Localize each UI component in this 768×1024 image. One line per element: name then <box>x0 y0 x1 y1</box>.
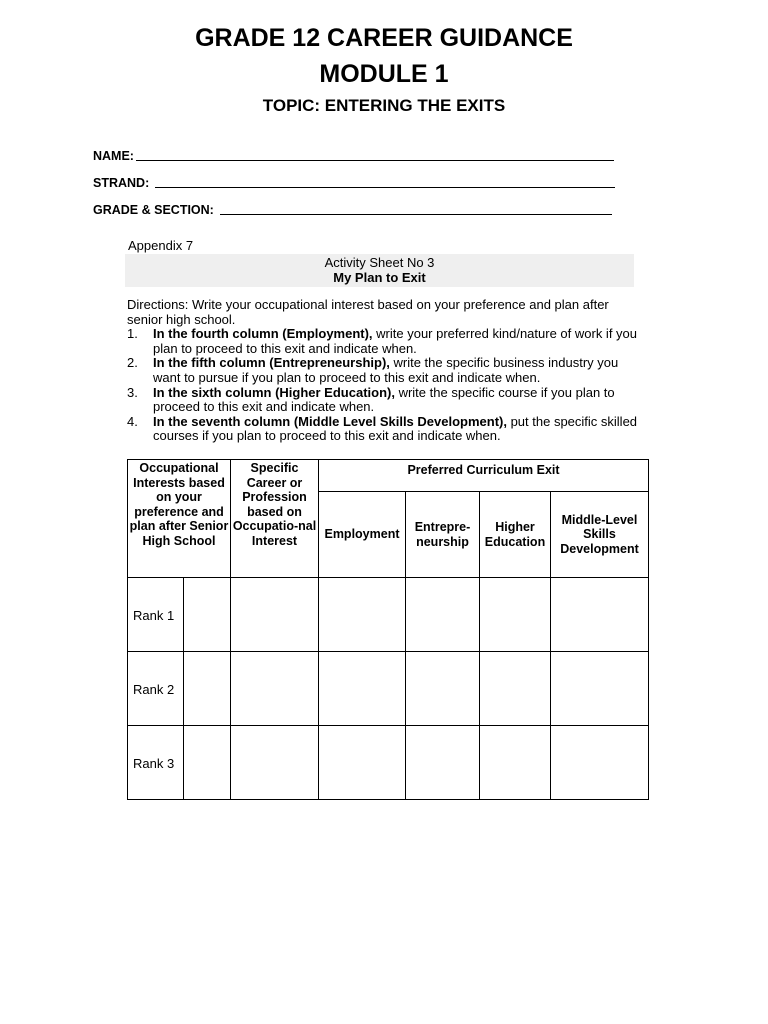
direction-bold: In the sixth column (Higher Education), <box>153 384 395 400</box>
grade-section-label: GRADE & SECTION: <box>93 203 214 217</box>
direction-text: write the specific course if you plan to proceed to this exit and indicate when. <box>153 384 615 415</box>
entrepreneurship-cell[interactable] <box>406 726 480 800</box>
activity-sheet-number: Activity Sheet No 3 <box>324 255 435 270</box>
occupational-interest-cell[interactable] <box>184 652 231 726</box>
header-middle-level-skills: Middle-Level Skills Development <box>551 492 649 578</box>
strand-field[interactable] <box>93 176 615 190</box>
appendix-label: Appendix 7 <box>128 238 194 253</box>
entrepreneurship-cell[interactable] <box>406 652 480 726</box>
higher-education-cell[interactable] <box>480 578 551 652</box>
name-label: NAME: <box>93 149 134 163</box>
directions-list <box>127 327 642 444</box>
specific-career-cell[interactable] <box>231 578 319 652</box>
direction-bold: In the fourth column (Employment), <box>153 326 373 342</box>
module-title: MODULE 1 <box>319 60 449 88</box>
rank-label: Rank 2 <box>128 652 184 726</box>
rank-label: Rank 3 <box>128 726 184 800</box>
strand-label: STRAND: <box>93 176 150 190</box>
header-specific-career: Specific Career or Profession based on Occupatio-nal Interest <box>231 460 319 578</box>
activity-sheet-title: My Plan to Exit <box>333 270 426 285</box>
specific-career-cell[interactable] <box>231 652 319 726</box>
header-employment: Employment <box>319 492 406 578</box>
topic-title: TOPIC: ENTERING THE EXITS <box>262 96 506 115</box>
grade-section-field[interactable] <box>93 203 612 217</box>
direction-text: put the specific skilled courses if you plan to proceed to this exit and indicate when. <box>153 413 638 444</box>
direction-number: 3. <box>127 384 138 400</box>
middle-level-skills-cell[interactable] <box>551 652 649 726</box>
direction-item <box>127 386 642 415</box>
header-higher-education: Higher Education <box>480 492 551 578</box>
direction-item <box>127 415 642 444</box>
direction-text: write the specific business industry you want to pursue if you plan to proceed to this exit and indicate when. <box>153 355 619 385</box>
middle-level-skills-cell[interactable] <box>551 726 649 800</box>
directions-intro: Directions: Write your occupational interest based on your preference and plan after senior high school. <box>127 297 609 327</box>
specific-career-cell[interactable] <box>231 726 319 800</box>
direction-item <box>127 327 642 356</box>
plan-table <box>127 459 649 800</box>
occupational-interest-cell[interactable] <box>184 726 231 800</box>
employment-cell[interactable] <box>319 726 406 800</box>
name-field[interactable] <box>93 149 614 163</box>
direction-number: 4. <box>127 413 138 429</box>
entrepreneurship-cell[interactable] <box>406 578 480 652</box>
table-row <box>128 726 649 800</box>
direction-number: 1. <box>127 326 138 342</box>
direction-item <box>127 356 642 385</box>
table-row <box>128 578 649 652</box>
header-occupational-interests: Occupational Interests based on your preference and plan after Senior High School <box>128 460 231 578</box>
strand-blank-line[interactable] <box>155 187 615 188</box>
table-row <box>128 652 649 726</box>
occupational-interest-cell[interactable] <box>184 578 231 652</box>
direction-number: 2. <box>127 355 138 371</box>
directions-block <box>127 298 642 444</box>
header-preferred-curriculum-exit: Preferred Curriculum Exit <box>319 460 649 492</box>
direction-bold: In the seventh column (Middle Level Skills Development), <box>153 413 507 429</box>
higher-education-cell[interactable] <box>480 726 551 800</box>
activity-sheet-header <box>125 254 634 287</box>
employment-cell[interactable] <box>319 652 406 726</box>
higher-education-cell[interactable] <box>480 652 551 726</box>
rank-label: Rank 1 <box>128 578 184 652</box>
employment-cell[interactable] <box>319 578 406 652</box>
middle-level-skills-cell[interactable] <box>551 578 649 652</box>
grade-section-blank-line[interactable] <box>220 214 612 215</box>
direction-text: write your preferred kind/nature of work if you plan to proceed to this exit and indicate when. <box>153 326 637 356</box>
direction-bold: In the fifth column (Entrepreneurship), <box>153 355 390 371</box>
page-title: GRADE 12 CAREER GUIDANCE <box>195 24 573 52</box>
header-entrepreneurship: Entrepre-neurship <box>406 492 480 578</box>
name-blank-line[interactable] <box>136 160 614 161</box>
